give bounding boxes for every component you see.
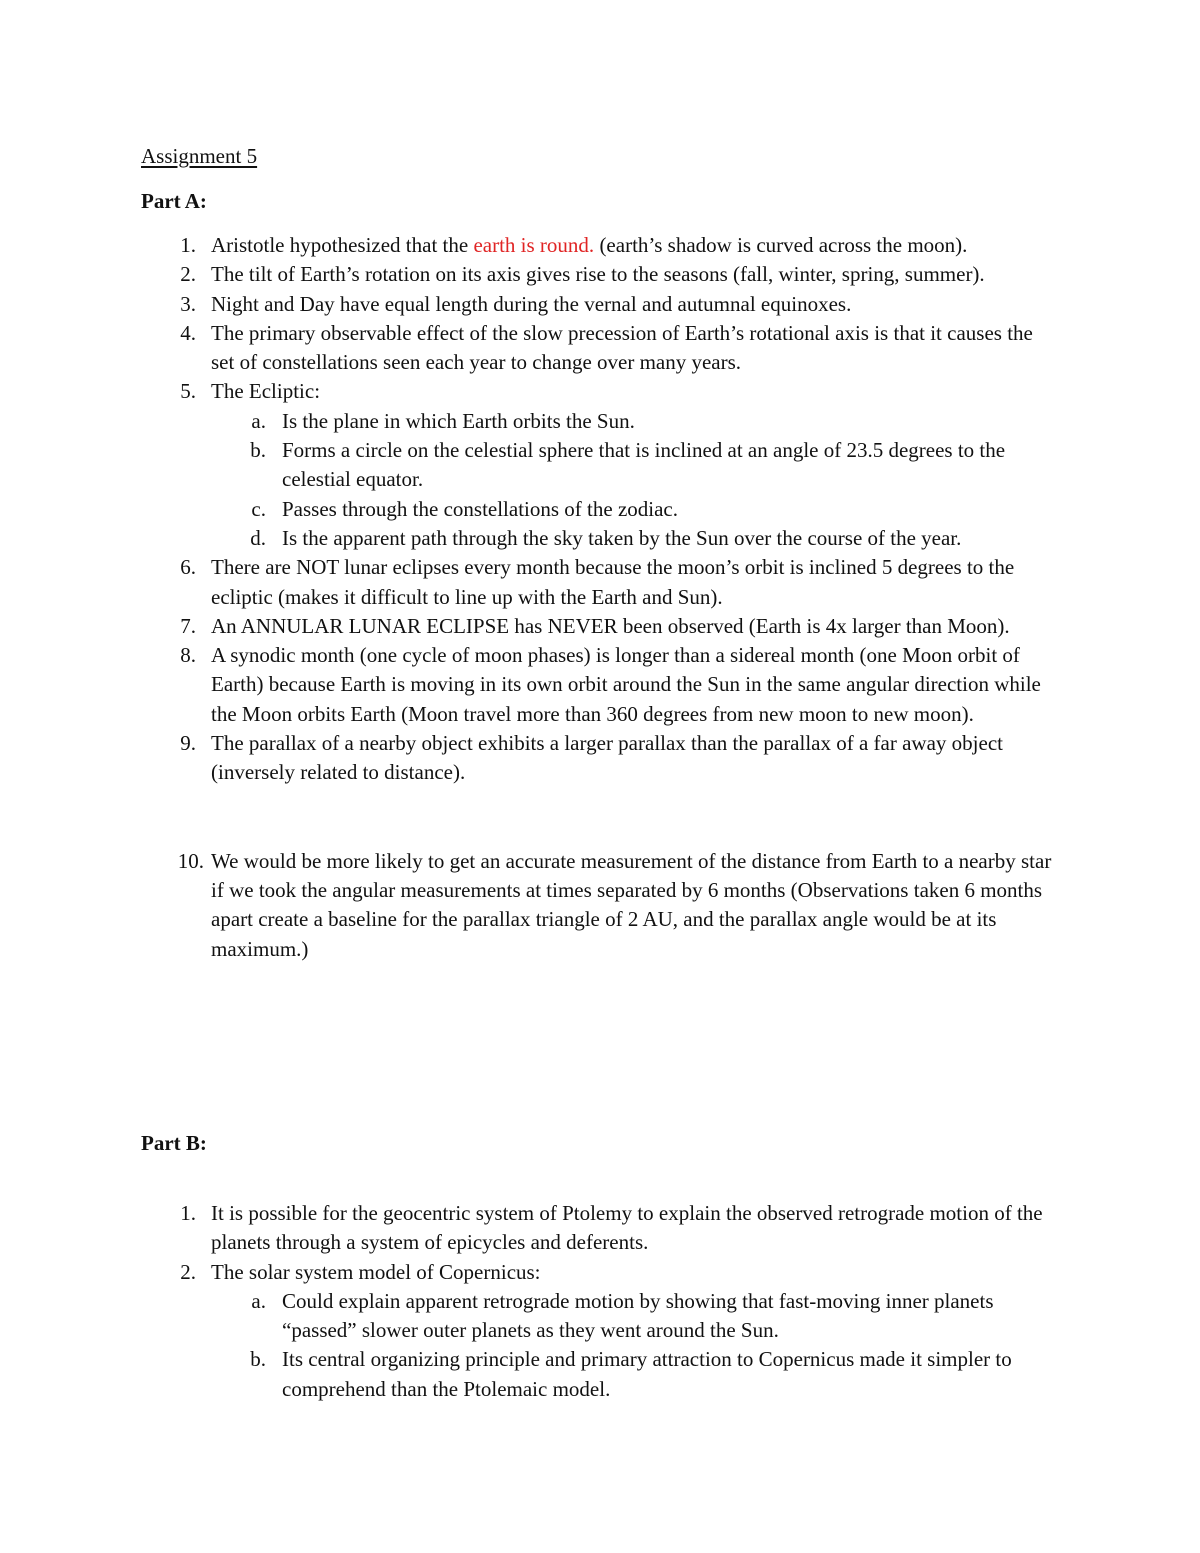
sub-item-text: Forms a circle on the celestial sphere that is inclined at an angle of 23.5 degrees to the celestial equator. [282,438,1006,492]
sub-item-letter: c. [251,496,266,521]
list-item [0,729,1061,788]
item-number: 8. [180,643,196,668]
item-text: We would be more likely to get an accurate measurement of the distance from Earth to a nearby star if we took the angular measurements at times separated by 6 months (Observations taken 6 months apart create a baseline for the parallax triangle of 2 AU, and the parallax angle would be at its maximum.) [211,848,1052,961]
list-item [0,553,1061,612]
item-text: The solar system model of Copernicus: [211,1259,541,1284]
sub-list-item [0,436,1062,495]
list-item [0,260,1061,289]
list-item [0,377,1061,406]
item-number: 3. [180,291,196,316]
list-item [0,612,1061,641]
sub-item-text: Is the plane in which Earth orbits the Sun. [282,408,635,433]
sub-list-item [0,1287,1062,1346]
sub-item-letter: d. [250,525,266,550]
item-number: 9. [180,731,196,756]
list-item [0,847,1061,964]
spacer [0,788,1200,847]
sub-item-letter: a. [251,1288,266,1313]
sub-item-letter: b. [250,1347,266,1372]
item-number: 10. [177,848,204,873]
item-text: The primary observable effect of the slow precession of Earth’s rotational axis is that it causes the set of constellations seen each year to change over many years. [211,320,1033,375]
part-b-heading: Part B: [141,1131,207,1155]
sub-item-text: Passes through the constellations of the zodiac. [282,496,678,521]
item-number: 5. [180,379,196,404]
highlighted-answer: earth is round. [473,233,595,257]
part-b-list [0,1199,1200,1404]
item-text: The tilt of Earth’s rotation on its axis gives rise to the seasons (fall, winter, spring, summer). [211,262,985,287]
list-item [0,1199,1061,1258]
item-number: 4. [180,320,196,345]
item-text: Aristotle hypothesized that the [211,233,474,257]
list-item [0,641,1061,729]
sub-list-item [0,524,1062,553]
item-text: A synodic month (one cycle of moon phases) is longer than a sidereal month (one Moon orbit of Earth) because Earth is moving in its own orbit around the Sun in the same angular direction while the Moon orbits Earth (Moon travel more than 360 degrees from new moon to new moon). [211,643,1041,726]
item-text: It is possible for the geocentric system of Ptolemy to explain the observed retrograde motion of the planets through a system of epicycles and deferents. [211,1201,1043,1255]
sub-list-item [0,407,1062,436]
assignment-title: Assignment 5 [141,144,258,168]
item-number: 2. [180,262,196,287]
sub-list-item [0,495,1062,524]
item-text: (earth’s shadow is curved across the moon). [594,233,968,257]
list-item [0,231,1061,260]
sub-item-letter: a. [251,408,266,433]
item-text: The parallax of a nearby object exhibits a larger parallax than the parallax of a far away object (inversely related to distance). [211,731,1003,785]
item-number: 6. [180,555,196,580]
item-text: Night and Day have equal length during the vernal and autumnal equinoxes. [211,291,852,316]
item-text: The Ecliptic: [211,379,321,404]
list-item [0,1258,1061,1287]
sub-item-text: Is the apparent path through the sky taken by the Sun over the course of the year. [282,525,962,550]
item-number: 1. [180,233,196,257]
item-text: An ANNULAR LUNAR ECLIPSE has NEVER been observed (Earth is 4x larger than Moon). [211,613,1010,638]
item-number: 7. [180,613,196,638]
sub-item-letter: b. [250,438,266,463]
sub-item-text: Could explain apparent retrograde motion by showing that fast-moving inner planets “passed” slower outer planets as they went around the Sun. [282,1288,994,1343]
sub-item-text: Its central organizing principle and primary attraction to Copernicus made it simpler to comprehend than the Ptolemaic model. [282,1347,1012,1401]
list-item [0,290,1061,319]
list-item [0,319,1061,378]
item-number: 1. [180,1201,196,1225]
part-a-list [0,231,1200,964]
item-text: There are NOT lunar eclipses every month because the moon’s orbit is inclined 5 degrees to the ecliptic (makes it difficult to line up with the Earth and Sun). [211,555,1015,609]
item-number: 2. [180,1259,196,1284]
part-a-heading: Part A: [141,189,207,213]
sub-list-item [0,1345,1062,1404]
